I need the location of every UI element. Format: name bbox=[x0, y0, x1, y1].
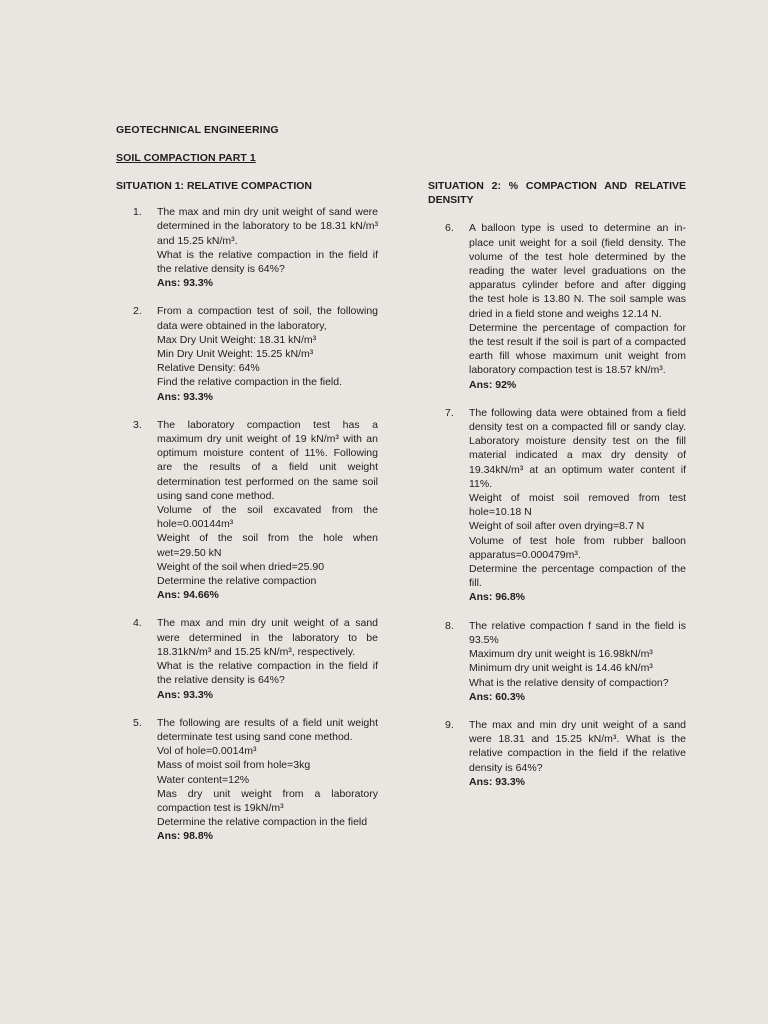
problem-text-line: Weight of moist soil removed from test hole=10.18 N bbox=[469, 492, 686, 519]
answer-text: Ans: 93.3% bbox=[157, 277, 214, 290]
problem-text-line: The max and min dry unit weight of a sand were determined in the laboratory to be 18.31kN/m³ and 15.25 kN/m³, respectively. bbox=[157, 617, 378, 658]
answer-text: Ans: 93.3% bbox=[469, 775, 526, 788]
problem-text-line: Min Dry Unit Weight: 15.25 kN/m³ bbox=[157, 348, 314, 361]
problem-number: 9. bbox=[445, 718, 454, 731]
problem-text-line: Volume of the soil excavated from the hole=0.00144m³ bbox=[157, 504, 378, 531]
problem-item bbox=[428, 221, 686, 391]
problem-item bbox=[116, 205, 378, 290]
problem-number: 6. bbox=[445, 222, 454, 235]
situation-1-column bbox=[116, 179, 378, 858]
problem-text-line: What is the relative compaction in the field if the relative density is 64%? bbox=[157, 248, 378, 276]
answer-text: Ans: 98.8% bbox=[157, 830, 214, 843]
problem-text-line: The max and min dry unit weight of sand were determined in the laboratory to be 18.31 kN/m³ and 15.25 kN/m³. bbox=[157, 206, 378, 247]
problem-text-line: The max and min dry unit weight of a sand were 18.31 and 15.25 kN/m³. What is the relative compaction in the field if the relative density is 64%? bbox=[469, 718, 686, 774]
problem-number: 5. bbox=[133, 716, 142, 729]
problem-text-line: Determine the percentage compaction of the fill. bbox=[469, 563, 686, 590]
problem-number: 4. bbox=[133, 617, 142, 630]
problem-text-line: The relative compaction f sand in the field is 93.5% bbox=[469, 619, 686, 646]
problem-text-line: Max Dry Unit Weight: 18.31 kN/m³ bbox=[157, 333, 317, 346]
problem-text-line: Maximum dry unit weight is 16.98kN/m³ bbox=[469, 648, 653, 661]
problem-text-line: The following data were obtained from a field density test on a compacted fill or sandy clay. Laboratory moisture density test on the fill material indicated a max dry density of 19.34kN/m³ at an optimum water content if 11%. bbox=[469, 406, 686, 490]
answer-text: Ans: 93.3% bbox=[157, 688, 214, 701]
problem-item bbox=[428, 619, 686, 704]
answer-text: Ans: 60.3% bbox=[469, 690, 526, 703]
situation-2-title: SITUATION 2: % COMPACTION AND RELATIVE DENSITY bbox=[428, 180, 686, 207]
problem-text-line: Mass of moist soil from hole=3kg bbox=[157, 759, 311, 772]
problem-number: 3. bbox=[133, 418, 142, 431]
problem-text-line: The following are results of a field unit weight determinate test using sand cone method. bbox=[157, 716, 378, 743]
problem-text-line: Determine the relative compaction in the field bbox=[157, 816, 368, 829]
problem-text-line: What is the relative compaction in the field if the relative density is 64%? bbox=[157, 660, 378, 687]
problem-text-line: The laboratory compaction test has a maximum dry unit weight of 19 kN/m³ with an optimum moisture content of 11%. Following are the results of a field unit weight determination test performed on the same soil using sand cone method. bbox=[157, 418, 378, 502]
problem-number: 7. bbox=[445, 406, 454, 419]
problem-text-line: Volume of test hole from rubber balloon apparatus=0.000479m³. bbox=[469, 534, 686, 561]
situation-1-items bbox=[116, 205, 378, 843]
problem-text-line: Vol of hole=0.0014m³ bbox=[157, 745, 257, 758]
answer-text: Ans: 94.66% bbox=[157, 589, 219, 602]
problem-item bbox=[116, 418, 378, 603]
problem-text-line: Determine the percentage of compaction for the test result if the soil is part of a compacted earth fill whose maximum unit weight from laboratory compaction test is 18.57 kN/m³. bbox=[469, 321, 686, 377]
problem-text-line: Determine the relative compaction bbox=[157, 575, 317, 588]
subject-heading: GEOTECHNICAL ENGINEERING bbox=[116, 124, 279, 136]
problem-text-line: Weight of soil after oven drying=8.7 N bbox=[469, 520, 645, 533]
problem-item bbox=[116, 716, 378, 844]
situation-1-title: SITUATION 1: RELATIVE COMPACTION bbox=[116, 180, 312, 192]
problem-number: 8. bbox=[445, 619, 454, 632]
part-heading: SOIL COMPACTION PART 1 bbox=[116, 152, 256, 164]
problem-item bbox=[116, 304, 378, 403]
problem-text-line: What is the relative density of compaction? bbox=[469, 676, 669, 689]
problem-text-line: Find the relative compaction in the field. bbox=[157, 376, 343, 389]
problem-number: 1. bbox=[133, 206, 142, 219]
situation-2-items bbox=[428, 221, 686, 789]
problem-number: 2. bbox=[133, 305, 142, 318]
problem-item bbox=[428, 406, 686, 605]
answer-text: Ans: 92% bbox=[469, 378, 517, 391]
problem-text-line: Mas dry unit weight from a laboratory compaction test is 19kN/m³ bbox=[157, 787, 378, 814]
problem-text-line: Minimum dry unit weight is 14.46 kN/m³ bbox=[469, 662, 653, 675]
situation-2-column bbox=[428, 179, 686, 803]
problem-text-line: Weight of the soil from the hole when wet=29.50 kN bbox=[157, 532, 378, 559]
problem-text-line: Relative Density: 64% bbox=[157, 362, 260, 375]
answer-text: Ans: 96.8% bbox=[469, 591, 526, 604]
problem-item bbox=[116, 616, 378, 701]
problem-text-line: Water content=12% bbox=[157, 773, 250, 786]
problem-text-line: Weight of the soil when dried=25.90 bbox=[157, 560, 325, 573]
problem-item bbox=[428, 718, 686, 789]
problem-text-line: From a compaction test of soil, the following data were obtained in the laboratory, bbox=[157, 305, 378, 332]
problem-text-line: A balloon type is used to determine an in-place unit weight for a soil (field density. The volume of the test hole determined by the reading the water level graduations on the apparatus cylinder before and after digging the test hole is 13.80 N. The soil sample was dried in a field stone and weighs 12.14 N. bbox=[469, 222, 686, 320]
answer-text: Ans: 93.3% bbox=[157, 390, 214, 403]
